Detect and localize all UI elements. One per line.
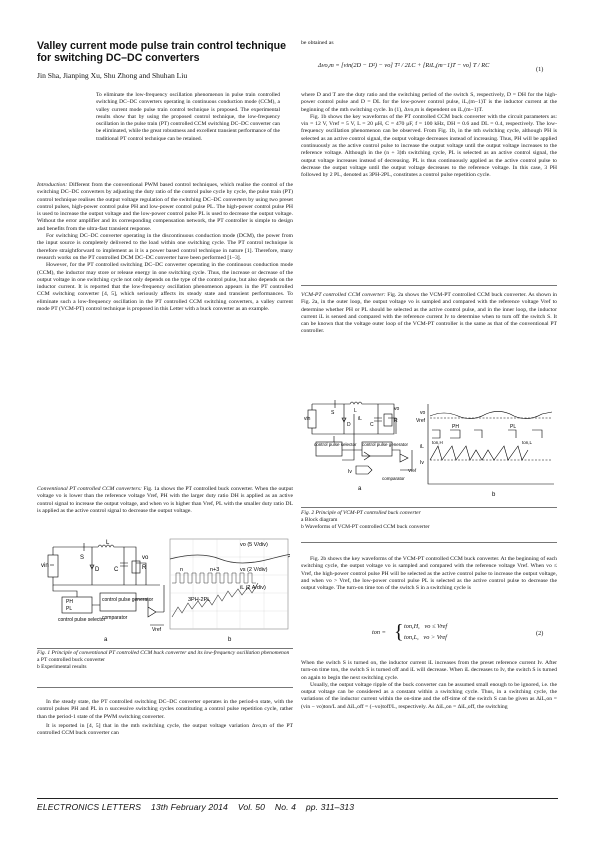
fig2-L-label: L: [354, 408, 357, 414]
conventional-section: [37, 486, 293, 515]
fig2b-PH-label: PH: [452, 424, 459, 430]
fig1b-vo-label: vo (5 V/div): [240, 542, 268, 548]
fig2-vin-label: vin: [304, 416, 311, 422]
section-rule: [301, 285, 557, 286]
vcm-heading: VCM-PT controlled CCM converter:: [301, 292, 386, 298]
equation-1: Δvo,m = [vin(2D − D²) − vo] T² / 2LC + [RiL,(m−1)T − vo] T / RC: [318, 62, 490, 69]
equation-2: [372, 622, 532, 646]
fig2-caption-title: Fig. 2 Principle of VCM-PT controlled buck converter: [301, 510, 421, 516]
eq2-case-2: ton,L, vo > Vref: [404, 634, 447, 641]
figure-2-drawing: [304, 400, 556, 504]
ccm-paragraph: However, for the PT controlled switching DC–DC converter operating in the continuous conduction mode (CCM), the inductor may store or release energy in one switching cycle. Thus, the increase or decrease of the output voltage in one switching cycle not only depends on the type of the control pulse, but also depends on the inductor current. It is reported that the low-frequency oscillation phenomenon appears in the PT controlled CCM switching converter [4, 5], which seriously affects its steady state and transient performances. To eliminate such a low-frequency oscillation in the PT controlled CCM switching converters, a valley current mode PT (VCM-PT) control technique is proposed in this Letter with a buck converter as an example.: [37, 262, 293, 313]
intro-text: Different from the conventional PWM based control techniques, which realise the control of the switching DC–DC converters by adjusting the duty ratio of the control pulse cycle by cycle, the pulse train (PT) control technique realises the output voltage regulation of the switching DC–DC converters by using two preset control pulses, high-power control pulse PH and low-power control pulse PL. The high-power control pulse PH is used to increase the output voltage and the low-power control pulse PL is used to decrease the output voltage. Without the error amplifier and its corresponding compensation network, the PT controller is simple to design and benefits from the ultra-fast transient response.: [37, 182, 294, 232]
paper-title: Valley current mode pulse train control technique for switching DC–DC converters: [37, 40, 287, 64]
fig1-S-label: S: [80, 555, 85, 561]
vcm-section: [301, 292, 557, 336]
fig1-rule-top: [37, 648, 293, 649]
fig1b-vs-label: vs (2 V/div): [240, 567, 268, 573]
steady-paragraph: In the steady state, the PT controlled switching DC–DC converter operates in the period-n state, with the control pulses PH and PL in n successive switching cycles constituting a control pulse repetition cycle, rather than the period-1 state of the PWM switching converter.: [37, 699, 293, 720]
fig2-vo-label: vo: [394, 406, 400, 412]
intro-heading: Introduction:: [37, 182, 68, 188]
eq2-case-1: ton,H, vo ≤ Vref: [404, 623, 448, 630]
fig1-caption-title: Fig. 1 Principle of conventional PT controlled CCM buck converter and its low-frequency oscillation phenomenon: [37, 650, 290, 656]
fig1-b-label: b: [228, 637, 232, 643]
where-paragraph: where D and T are the duty ratio and the switching period of the switch S, respectively, D = DH for the high-power control pulse and D = DL for the low-power control pulse, iL,(m−1)T is the inductor current at the beginning of the mth switching cycle. In (1), Δvo,m is dependent on iL,(m−1)T.: [301, 92, 557, 113]
conventional-text: Fig. 1a shows the PT controlled buck converter. When the output voltage vo is lower than the reference voltage Vref, PH with the larger duty ratio DH is applied as an active control signal to increase the output voltage, and when vo is higher than Vref, PL with the smaller duty ratio DL is applied as the active control signal to decrease the output voltage.: [37, 486, 293, 514]
fig2b-vo-label: vo: [420, 410, 426, 416]
figure-2: [304, 400, 556, 504]
fig2b-tonH-label: ton,H: [432, 440, 443, 445]
fig2-Iv-label: Iv: [348, 469, 352, 475]
obtained-text: [301, 40, 557, 47]
fig1b-pattern-label: 3PH-2PL: [188, 597, 211, 603]
fig1-R-label: R: [142, 565, 147, 571]
figure-2-caption: [301, 510, 557, 530]
fig1-caption-a: a PT controlled buck converter: [37, 656, 106, 663]
fig2b-Iv-label: Iv: [420, 460, 424, 466]
fig1b-paragraph: Fig. 1b shows the key waveforms of the PT controlled CCM buck converter with the circuit parameters as: vin = 12 V, Vref = 5 V, L = 20 μH, C = 470 μF, f = 100 kHz, DH = 0.6 and DL = 0.4, respectively. The low-frequency oscillation phenomenon can be observed. From Fig. 1b, in the nth switching cycle, although PH is selected as an active control signal, the output voltage decreases instead of increasing. Thus, PH will be applied continuously as the active control pulse to increase the output voltage until the output voltage increases to the reference voltage. Although in the (n + 3)th switching cycle, PL is selected as an active control signal, the output voltage increases instead of decreasing. PL is thus continuously applied as the active control pulse to decrease the output voltage until the output voltage decreases to the reference voltage. In this case, 3 PH followed by 2 PL, denoted as 3PH-2PL, constitutes a control pulse repetition cycle.: [301, 113, 557, 179]
switching-section: [301, 660, 557, 711]
usually-paragraph: Usually, the output voltage ripple of the buck converter can be assumed small enough to be ignored, i.e. the output voltage can be considered as a constant within a switching cycle. Thus, in a switching cycle, the variations of the inductor current within the on-time and the off-time of the switch S can be given as ΔiL,on = (vin − vo)ton/L and ΔiL,off = (−vo)toff/L, respectively. As ΔiL,on = ΔiL,off, the switching: [301, 681, 557, 710]
footer-journal: ELECTRONICS LETTERS: [37, 802, 142, 812]
fig2-comparator-label: comparator: [382, 476, 405, 481]
footer-volume: Vol. 50: [237, 802, 265, 812]
fig2-b-label: b: [492, 492, 496, 498]
conventional-paragraph: [37, 486, 293, 515]
footer-date: 13th February 2014: [151, 802, 228, 812]
obtained-paragraph: be obtained as: [301, 40, 334, 46]
fig1b-n-label: n: [180, 567, 184, 573]
footer-rule: [37, 798, 558, 799]
fig2-iL-label: iL: [358, 416, 362, 422]
fig1b-iL-label: iL (2 A/div): [240, 585, 266, 591]
fig1-generator-label: control pulse generator: [102, 597, 154, 603]
fig2-S-label: S: [331, 410, 335, 416]
intro-paragraph: [37, 182, 293, 233]
conventional-heading: Conventional PT controlled CCM converters:: [37, 486, 142, 492]
reported-paragraph: It is reported in [4, 5] that in the mth switching cycle, the output voltage variation Δvo,m of the PT controlled CCM buck converter can: [37, 722, 293, 737]
equation-2-number: (2): [536, 630, 544, 637]
fig2-generator-label: control pulse generator: [362, 442, 409, 447]
fig2-caption-b: b Waveforms of VCM-PT controlled CCM buck converter: [301, 523, 430, 530]
figure-1: [40, 537, 290, 645]
figure-1-drawing: [40, 537, 290, 645]
fig1-vref-label: Vref: [152, 627, 161, 633]
fig2-C-label: C: [370, 422, 374, 428]
fig2b-paragraph: Fig. 2b shows the key waveforms of the VCM-PT controlled CCM buck converter. At the beginning of each switching cycle, the output voltage vo is sampled and compared with the reference voltage Vref. When vo ≤ Vref, the high-power control pulse PH will be selected as the active control pulse to increase the output voltage, and when vo > Vref, the low-power control pulse PL is selected as the active control pulse to decrease the output voltage. The turn-on time ton of the switch S in a switching cycle is: [301, 556, 557, 592]
fig2-caption-a: a Block diagram: [301, 516, 338, 523]
fig2-selector-label: control pulse selector: [314, 442, 357, 447]
footer-pages: pp. 311–313: [305, 802, 355, 812]
fig1-comparator-label: comparator: [102, 615, 128, 621]
where-section: [301, 92, 557, 180]
fig1-D-label: D: [95, 567, 100, 573]
fig1-L-label: L: [106, 540, 110, 546]
eq2-lhs: ton =: [372, 629, 386, 636]
eq2-brace: {: [394, 621, 404, 643]
fig2b-section: [301, 556, 557, 592]
footer: [37, 802, 354, 812]
fig1-PH-label: PH: [66, 599, 73, 605]
when-paragraph: When the switch S is turned on, the inductor current iL increases from the preset reference current Iv. After turn-on time ton, the switch S is turned off and iL will decrease. When iL decreases to Iv, the switch S is turned on again to begin the next switching cycle.: [301, 660, 557, 681]
vcm-text: Fig. 2a shows the VCM-PT controlled CCM buck converter. As shown in Fig. 2a, in the outer loop, the output voltage vo is sampled and compared with the reference voltage Vref to determine whether PH or PL should be selected as the active control pulse, and in the inner loop, the inductor current iL is sensed and compared with the reference current Iv to determine when to turn off the switch S. It can be known that the voltage outer loop of the VCM-PT controller is the same as that of the conventional PT controller.: [301, 292, 558, 335]
fig2-rule-bottom: [301, 542, 557, 543]
fig1-vin-label: vin: [41, 563, 49, 569]
fig2b-PL-label: PL: [510, 424, 517, 430]
fig2-rule-top: [301, 507, 557, 508]
fig2-D-label: D: [347, 422, 351, 428]
fig1-C-label: C: [114, 567, 119, 573]
dcm-paragraph: For switching DC–DC converter operating in the discontinuous conduction mode (DCM), the power from the input source is completely delivered to the load within one switching cycle. The PT control technique is therefore straightforward to implement as it is a power based control technique in nature [1]. Therefore, many research works on the PT controlled DCM DC–DC converter have been performed [1–3].: [37, 233, 293, 261]
equation-1-number: (1): [536, 66, 544, 73]
figure-1-caption: [37, 650, 293, 670]
fig2b-vref-label: Vref: [416, 418, 425, 424]
footer-number: No. 4: [274, 802, 296, 812]
fig2-R-label: R: [394, 418, 398, 424]
fig1-caption-b: b Experimental results: [37, 663, 87, 670]
fig1-selector-label: control pulse selector: [58, 617, 106, 623]
fig1-vo-label: vo: [142, 555, 149, 561]
paper-authors: Jin Sha, Jianping Xu, Shu Zhong and Shuhan Liu: [37, 71, 188, 80]
fig2b-iL-label: iL: [420, 444, 424, 450]
fig1-rule-bottom: [37, 687, 293, 688]
vcm-paragraph: [301, 292, 557, 336]
fig1b-n3-label: n+3: [210, 567, 220, 573]
steady-state-section: [37, 699, 293, 737]
fig1-PL-label: PL: [66, 606, 73, 612]
abstract: To eliminate the low-frequency oscillation phenomenon in pulse train controlled switching DC–DC converters operating in continuous conduction mode (CCM), a valley current mode pulse train control technique is proposed. The experimental results show that by using the proposed control technique, the low-frequency oscillation in the pulse train (PT) controlled CCM switching DC–DC converter can be eliminated, while the great robustness and excellent transient performance of the traditional PT control technique can be retained.: [96, 92, 280, 142]
fig2-vref-label: Vref: [408, 468, 417, 473]
fig1-a-label: a: [104, 637, 108, 643]
fig2b-tonL-label: ton,L: [522, 440, 533, 445]
fig2-a-label: a: [358, 486, 362, 492]
intro-section: [37, 182, 293, 313]
